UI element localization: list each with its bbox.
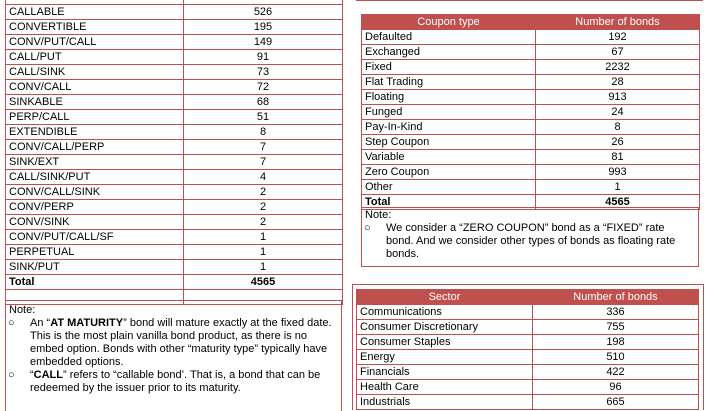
row-count: 2 [184, 185, 343, 200]
row-count: 91 [184, 50, 343, 65]
row-label: CALLABLE [6, 5, 184, 20]
row-count: 993 [536, 165, 700, 180]
row-count: 2 [184, 215, 343, 230]
row-label: Other [362, 180, 536, 195]
table-row [6, 80, 343, 95]
row-count: 510 [533, 350, 699, 365]
maturity-type-table [5, 0, 343, 305]
table-row [357, 350, 699, 365]
row-label: Funged [362, 105, 536, 120]
table-row [362, 135, 700, 150]
table-row [6, 185, 343, 200]
table-row [362, 180, 700, 195]
table-row [6, 95, 343, 110]
table-row [362, 105, 700, 120]
row-count: 7 [184, 155, 343, 170]
row-count: 1 [184, 230, 343, 245]
row-label: PERP/CALL [6, 110, 184, 125]
table-row [362, 45, 700, 60]
table-row [357, 365, 699, 380]
row-label: CONV/PERP [6, 200, 184, 215]
row-count: 24 [536, 105, 700, 120]
row-label: CONV/CALL/PERP [6, 140, 184, 155]
row-label: SINK/PUT [6, 260, 184, 275]
table-row [6, 200, 343, 215]
row-count: 422 [533, 365, 699, 380]
note-text: We consider a “ZERO COUPON” bond as a “FIXED” rate bond. And we consider other types of bonds as floating rate bonds. [386, 222, 676, 260]
maturity-table-body [6, 0, 343, 305]
maturity-note-box [5, 300, 342, 411]
row-label: Consumer Discretionary [357, 320, 533, 335]
row-count: 913 [536, 90, 700, 105]
table-row [357, 320, 699, 335]
row-count: 2 [184, 200, 343, 215]
row-count: 26 [536, 135, 700, 150]
table-row [362, 75, 700, 90]
row-count: 195 [184, 20, 343, 35]
table-row [362, 90, 700, 105]
table-row [357, 395, 699, 410]
total-label: Total [362, 195, 536, 210]
coupon-table-header [362, 15, 700, 30]
note-text: “CALL” refers to “callable bond’. That is, a bond that can be redeemed by the issuer prior to its maturity. [30, 369, 321, 394]
sector-table-body [357, 305, 699, 410]
table-row [6, 170, 343, 185]
table-row [357, 335, 699, 350]
note-text: An “AT MATURITY” bond will mature exactly at the fixed date. This is the most plain vanilla bond product, as there is no embed option. Bonds with other “maturity type” typically have embedded options. [30, 317, 332, 368]
row-count: 8 [536, 120, 700, 135]
row-label: Communications [357, 305, 533, 320]
table-row [362, 150, 700, 165]
coupon-note-box [361, 207, 699, 267]
total-value: 4565 [536, 195, 700, 210]
row-count: 192 [536, 30, 700, 45]
table-row [6, 35, 343, 50]
row-count: 8 [184, 125, 343, 140]
row-label: CONV/PUT/CALL/SF [6, 230, 184, 245]
coupon-type-table [361, 14, 700, 210]
row-count: 755 [533, 320, 699, 335]
table-row [362, 60, 700, 75]
row-count: 665 [533, 395, 699, 410]
row-count: 68 [184, 95, 343, 110]
row-count: 81 [536, 150, 700, 165]
row-count: 526 [184, 5, 343, 20]
table-row [362, 120, 700, 135]
row-label: CONV/SINK [6, 215, 184, 230]
table-row [357, 380, 699, 395]
table-row [6, 110, 343, 125]
row-count: 73 [184, 65, 343, 80]
coupon-note-title: Note: [365, 209, 392, 221]
note-item-call [6, 369, 341, 395]
table-row [6, 260, 343, 275]
row-label: Health Care [357, 380, 533, 395]
row-label: Financials [357, 365, 533, 380]
row-label: Energy [357, 350, 533, 365]
table-row [6, 140, 343, 155]
note-item-at-maturity [6, 317, 341, 369]
row-count: 7 [184, 140, 343, 155]
coupon-table-body [362, 30, 700, 210]
row-count: 1 [184, 245, 343, 260]
table-row [362, 165, 700, 180]
row-count: 51 [184, 110, 343, 125]
total-label: Total [6, 275, 184, 290]
row-label: CALL/PUT [6, 50, 184, 65]
row-label: SINK/EXT [6, 155, 184, 170]
table-row [6, 65, 343, 80]
table-row [6, 230, 343, 245]
table-row [6, 215, 343, 230]
table-row [6, 5, 343, 20]
row-label: EXTENDIBLE [6, 125, 184, 140]
bullet-icon: ○ [8, 369, 15, 381]
bullet-icon: ○ [364, 222, 371, 234]
coupon-type-header: Coupon type [362, 15, 536, 30]
row-label: CONVERTIBLE [6, 20, 184, 35]
total-value: 4565 [184, 275, 343, 290]
row-count: 67 [536, 45, 700, 60]
row-label: Industrials [357, 395, 533, 410]
row-count: 336 [533, 305, 699, 320]
row-count: 72 [184, 80, 343, 95]
row-label: CALL/SINK/PUT [6, 170, 184, 185]
row-count: 2232 [536, 60, 700, 75]
row-label: Variable [362, 150, 536, 165]
bullet-icon: ○ [8, 317, 15, 329]
sector-table [356, 289, 699, 410]
sector-header: Sector [357, 290, 533, 305]
table-row [6, 245, 343, 260]
row-label: SINKABLE [6, 95, 184, 110]
table-row [6, 155, 343, 170]
row-label: Fixed [362, 60, 536, 75]
top-right-box [356, 0, 703, 1]
row-label: CONV/CALL [6, 80, 184, 95]
row-count: 28 [536, 75, 700, 90]
row-label: PERPETUAL [6, 245, 184, 260]
row-count: 4 [184, 170, 343, 185]
table-row [6, 50, 343, 65]
sector-table-header [357, 290, 699, 305]
row-label: CONV/CALL/SINK [6, 185, 184, 200]
sector-count-header: Number of bonds [533, 290, 699, 305]
table-row [357, 305, 699, 320]
row-label: Zero Coupon [362, 165, 536, 180]
row-count: 1 [184, 260, 343, 275]
row-label: Exchanged [362, 45, 536, 60]
row-label: Floating [362, 90, 536, 105]
row-label: Consumer Staples [357, 335, 533, 350]
table-row [6, 20, 343, 35]
row-count: 1 [536, 180, 700, 195]
row-label: Defaulted [362, 30, 536, 45]
row-count: 198 [533, 335, 699, 350]
row-count: 96 [533, 380, 699, 395]
table-row [362, 30, 700, 45]
note-item-zero-coupon [362, 222, 698, 261]
coupon-count-header: Number of bonds [536, 15, 700, 30]
table-row [6, 125, 343, 140]
row-label: CONV/PUT/CALL [6, 35, 184, 50]
row-count: 149 [184, 35, 343, 50]
row-label: Step Coupon [362, 135, 536, 150]
total-row [6, 275, 343, 290]
row-label: CALL/SINK [6, 65, 184, 80]
row-label: Flat Trading [362, 75, 536, 90]
row-label: Pay-In-Kind [362, 120, 536, 135]
maturity-note-title: Note: [9, 304, 36, 316]
